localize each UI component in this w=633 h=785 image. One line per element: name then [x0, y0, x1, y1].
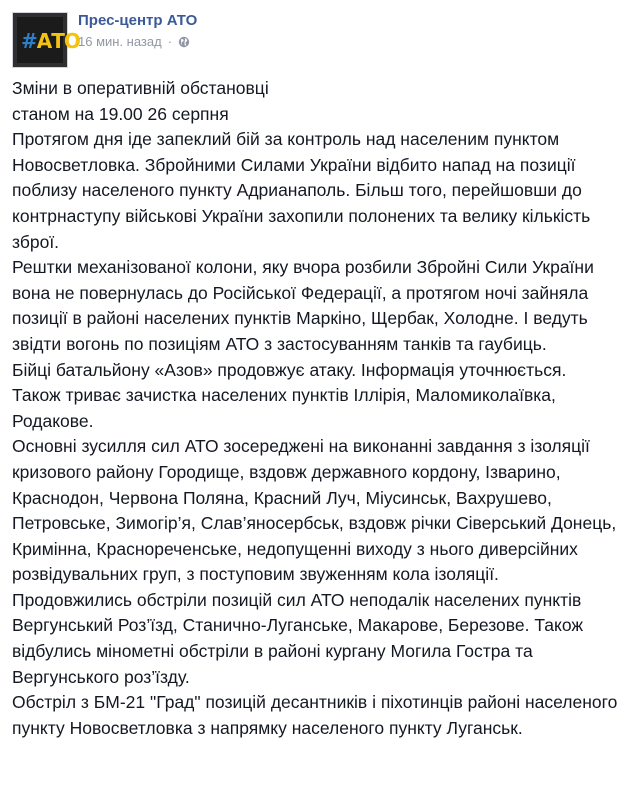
post-paragraph-grad: Обстріл з БМ-21 "Град" позицій десантників і піхотинців районі населеного пункту Новосветловка з напрямку населеного пункту Луганськ. [12, 692, 618, 738]
post-paragraph-shelling: Продовжились обстріли позицій сил АТО неподалік населених пунктів Вергунський Роз’їзд, Станично-Луганське, Макарове, Березове. Також відбулись мінометні обстріли в районі кургану Могила Гостра та Вергунського роз’їзду. [12, 589, 584, 687]
globe-icon[interactable] [178, 36, 190, 48]
post-paragraph-column: Рештки механізованої колони, яку вчора розбили Збройні Сили України вона не повернулась до Російської Федерації, а протягом ночі зайняла позиції в районі населених пунктів Маркіно, Щербак, Холодне. І ведуть звідти вогонь по позиціям АТО з застосуванням танків та гаубиць. [12, 257, 594, 354]
page-name-link[interactable]: Прес-центр АТО [78, 12, 198, 29]
post-paragraph-isolation: Основні зусилля сил АТО зосереджені на виконанні завдання з ізоляції кризового району Городище, вздовж державного кордону, Ізварино, Краснодон, Червона Поляна, Красний Луч, Міусинськ, Вахрушево, Петровське, Зимогір’я, Слав’яносербськ, вздовж річки Сіверський Донець, Кримінна, Красноречeнське, недопущенні виходу з нього диверсійних розвідувальних груп, з поступовим звуженням кола ізоляції. [12, 436, 617, 585]
avatar-ato: АТО [36, 29, 80, 53]
post-paragraph-clearing: Також триває зачистка населених пунктів Іллірія, Маломиколаївка, Родакове. [12, 385, 556, 431]
post-header [12, 12, 612, 52]
post-paragraph-battle: Протягом дня іде запеклий бій за контроль над населеним пунктом Новосветловка. Збройними Силами України відбито напад на позиції поблизу населеного пункту Адрианаполь. Більш того, перейшовши до контрнаступу військові України захопили полонених та велику кількість зброї. [12, 129, 591, 252]
post-meta [78, 34, 190, 49]
page-avatar[interactable] [12, 12, 80, 68]
avatar-logo-text [21, 29, 80, 53]
post-timestamp[interactable]: 16 мин. назад [78, 34, 162, 49]
avatar-hash: # [21, 29, 37, 53]
post-paragraph-title: Зміни в оперативній обстановці [12, 78, 269, 98]
post-paragraph-date: станом на 19.00 26 серпня [12, 103, 229, 124]
post-body [12, 76, 627, 741]
avatar-logo [17, 17, 80, 63]
post-paragraph-azov: Бійці батальйону «Азов» продовжує атаку. Інформація уточнюється. [12, 359, 567, 380]
meta-separator: · [167, 34, 173, 49]
